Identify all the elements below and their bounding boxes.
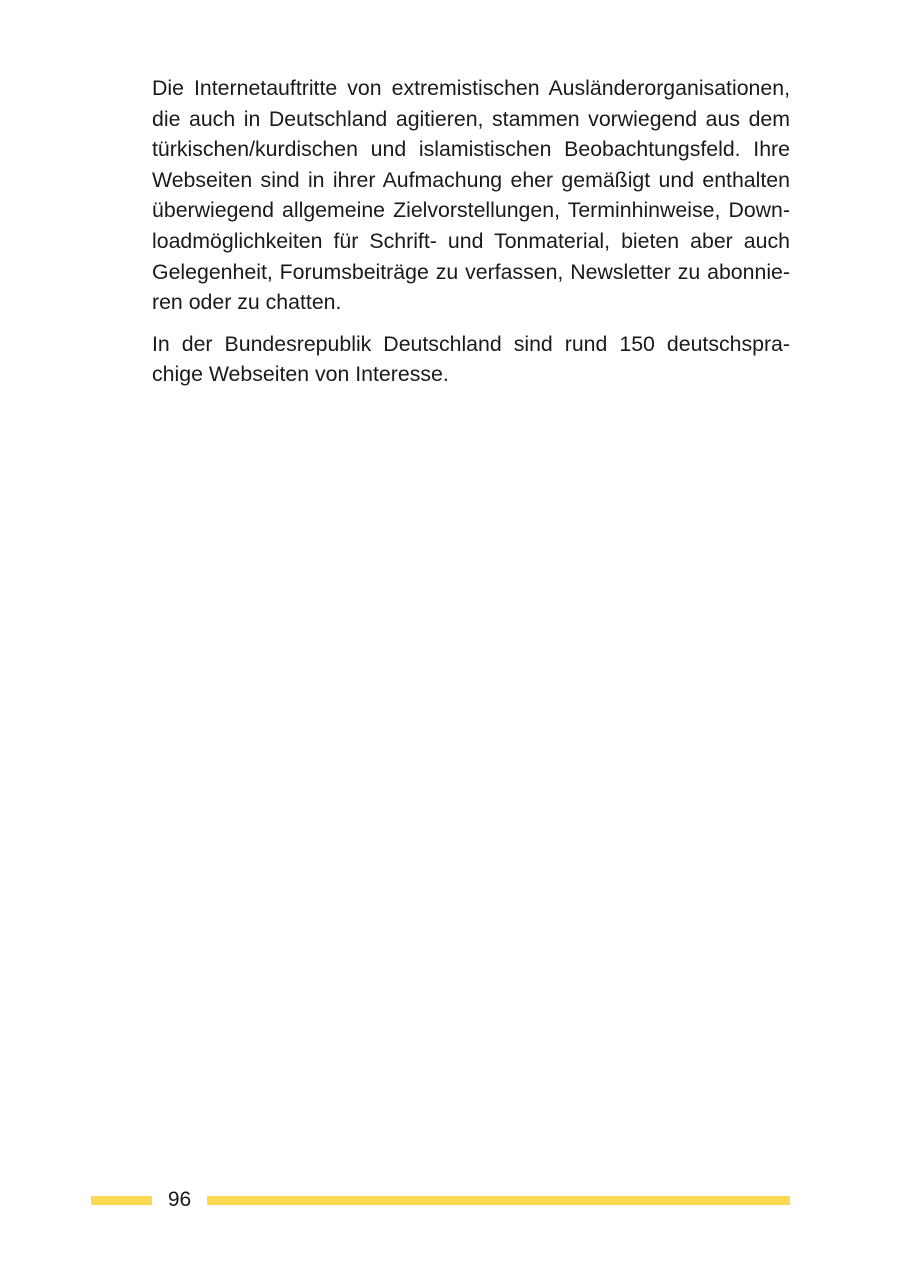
- footer-accent-bar-right: [207, 1196, 790, 1205]
- text-line: Webseiten sind in ihrer Aufmachung eher gemäßigt und enthalten: [152, 167, 790, 192]
- text-line: loadmöglichkeiten für Schrift- und Tonmaterial, bieten aber auch: [152, 228, 790, 253]
- text-line: türkischen/kurdischen und islamistischen Beobachtungsfeld. Ihre: [152, 137, 790, 162]
- text-line: In der Bundesrepublik Deutschland sind rund 150 deutschspra-: [152, 331, 790, 356]
- footer-accent-bar-left: [91, 1196, 152, 1205]
- text-line: chige Webseiten von Interesse.: [152, 362, 449, 387]
- text-line: ren oder zu chatten.: [152, 290, 342, 315]
- paragraph-2: [152, 329, 790, 390]
- page-number: 96: [167, 1188, 192, 1211]
- text-line: überwiegend allgemeine Zielvorstellungen, Terminhinweise, Down-: [152, 198, 790, 223]
- text-line: Gelegenheit, Forumsbeiträge zu verfassen, Newsletter zu abonnie-: [152, 259, 790, 284]
- text-line: Die Internetauftritte von extremistischen Ausländerorganisationen,: [152, 76, 790, 100]
- body-text: [152, 73, 790, 390]
- paragraph-1: [152, 73, 790, 318]
- text-line: die auch in Deutschland agitieren, stammen vorwiegend aus dem: [152, 106, 790, 131]
